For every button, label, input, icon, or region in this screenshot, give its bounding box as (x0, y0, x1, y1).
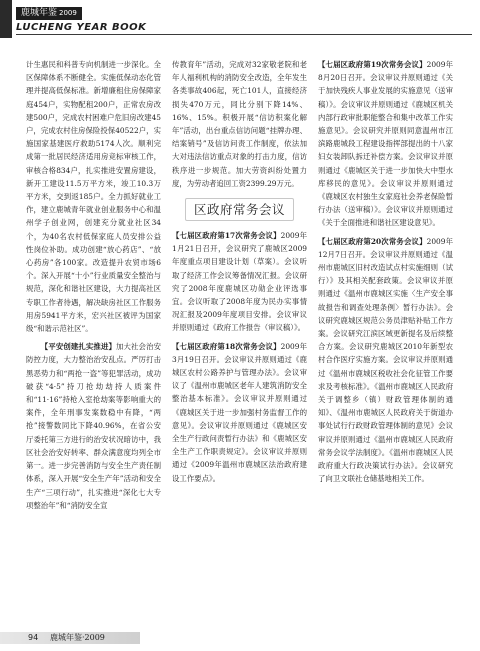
meeting-19-text: 2009年8月20日召开。会议审议并原则通过《关于加快残疾人事业发展的实施意见（送审稿）》。会议审议并原则通过《鹿城区机关内部行政审批职能整合和集中改革工作实施意见》。会议研究并原则同意温州市江滨路鹿城段工程建设指挥部提出的十八家妇女装卸队拆迁补偿方案。会议审议并原则通过《鹿城区关于进一步加快大中型水库移民的意见》。会议审议并原则通过《鹿城区农村独生女家庭社会养老保险暂行办法（送审稿）》。会议审议并原则通过《关于全面推进和谐社区建设意见》。 (318, 60, 453, 228)
meeting-19-title: 【七届区政府第19次常务会议】 (318, 60, 427, 69)
paragraph-safety (26, 340, 161, 512)
meeting-18 (172, 340, 307, 485)
paragraph-welfare: 计生惠民和科普专向机制进一步深化。全区保障体系不断健全。实施低保动态化管理并提高低保标准。新增廉租住房保障家庭454户，实物配租200户，正常农房改建500户，完成农村困难户危旧房改建45户，完成农村住房保险投保40522户，实施国家基建医疗救助5174人次。顺利完成第一批居民经济适用房竞标审核工作，审核合格834户，扎实推进安置房建设，新开工建设11.5万平方米，竣工10.3万平方米，交到返185户。全力抓好就业工作，建立鹿城青年就业创业服务中心和温州学子创业网，创建充分就业社区34个，为40名农村低保家庭人员安排公益性岗位补助。成功创建“放心药店”、“放心药房”各100家。改造提升农贸市场6个。深入开展“十小”行业质量安全整治与规范，深化和谐社区建设，大力提高社区专职工作者待遇，解决缺房社区工作服务用房5941平方米，宏兴社区被评为国家级“和谐示范社区”。 (26, 60, 161, 334)
meeting-17 (172, 229, 307, 335)
meeting-18-text: 2009年3月19日召开。会议审议并原则通过《鹿城区农村公路养护与管理办法》。会议审议了《温州市鹿城区老年人建筑消防安全整治基本标准》。会议审议并原则通过《鹿城区关于进一步加强村务监督工作的意见》。会议审议并原则通过《鹿城区安全生产行政问责暂行办法》和《鹿城区安全生产工作职责规定》。会议审议并原则通过《2009年温州市鹿城区法治政府建设工作要点》。 (172, 341, 307, 483)
header-rule (16, 34, 472, 35)
meeting-17-text: 2009年1月21日召开，会议研究了鹿城区2009年度重点项目建设计划（草案）。会议听取了经济工作会议筹备情况汇报。会议研究了2008年度鹿城区功勋企业评选事宜。会议听取了2008年度为民办实事情况汇报及2009年度项目安排。会议审议并原则通过《政府工作报告（审议稿）》。 (172, 231, 307, 333)
book-year: 2009 (59, 9, 77, 17)
header-english-title: LUCHENG YEAR BOOK (16, 22, 147, 33)
section-heading-wrap (172, 198, 307, 221)
meeting-20-title: 【七届区政府第20次常务会议】 (318, 236, 427, 246)
meeting-17-title: 【七届区政府第17次常务会议】 (172, 231, 281, 241)
subsection-title-safety: 【平安创建扎实推进】 (40, 342, 116, 352)
meeting-19 (318, 58, 453, 230)
section-heading: 区政府常务会议 (185, 198, 294, 221)
page-number: 94 (28, 633, 39, 642)
meeting-20-text: 2009年12月7日召开。会议审议并原则通过《温州市鹿城区旧村改造试点村实施细则（试行）》及其相关配套政策。会议审议并原则通过《温州市鹿城区实施〈生产安全事故报告和调查处理条例〉暂行办法》。会议研究鹿城区规范公务员津贴补贴工作方案。会议研究江滨区域更新提名及后续整合方案。会议研究鹿城区2010年新型农村合作医疗实施方案。会议审议并原则通过《温州市鹿城区税收社会化征管工作要求及考核标准》。《温州市鹿城区人民政府关于调整乡（镇）财政管理体制的通知》、《温州市鹿城区人民政府关于街道办事处试行行政财政管理体制的意见》会议审议并原则通过《温州市鹿城区人民政府常务会议学法制度》。《温州市鹿城区人民政府重大行政决策试行办法》。会议研究了向卫文联社仓储基地相关工作。 (318, 236, 453, 484)
meeting-20 (318, 235, 453, 486)
meeting-18-title: 【七届区政府第18次常务会议】 (172, 341, 281, 351)
paragraph-fire-safety: 传教育年”活动，完成对32家敬老院和老年人福利机构的消防安全改造，全年发生各类事故406起，死亡101人，直接经济损失470万元，同比分别下降14%、16%、15%。积极开展“信访积案化解年”活动，出台重点信访问题“挂牌办理、结案销号”及信访问责工作制度，依法加大对违法信访重点对象的打击力度，信访秩序进一步规范。加大劳资纠纷处置力度，为劳动者追回工资2399.29万元。 (172, 60, 307, 188)
page-header (0, 0, 480, 38)
column-right (318, 58, 453, 486)
book-title-text: 鹿城年鉴 (21, 8, 58, 18)
paragraph-safety-text: 加大社会治安防控力度，大力整治治安乱点。严厉打击黑恶势力和“两抢一盗”等犯罪活动，成功破获“4·5”持刀抢劫劫持人质案件和“11·16”持枪入室抢劫案等影响重大的案件，全年刑事发案数稳中有降，“两抢”接警数同比下降40.96%，在省公安厅委托第三方进行的治安状况暗访中，我区社会治安好转率、群众满意度均列全市第一。进一步完善消防与安全生产责任制体系，深入开展“安全生产年”活动和安全生产“三项行动”，扎实推进“深化七大专项整治年”和“消防安全宣 (26, 342, 161, 510)
footer-book-name: 鹿城年鉴·2009 (50, 633, 105, 642)
column-left (26, 58, 161, 512)
column-middle (172, 58, 307, 485)
header-book-title (16, 7, 82, 20)
page-footer (0, 630, 480, 651)
header-color-stripe (0, 0, 12, 38)
